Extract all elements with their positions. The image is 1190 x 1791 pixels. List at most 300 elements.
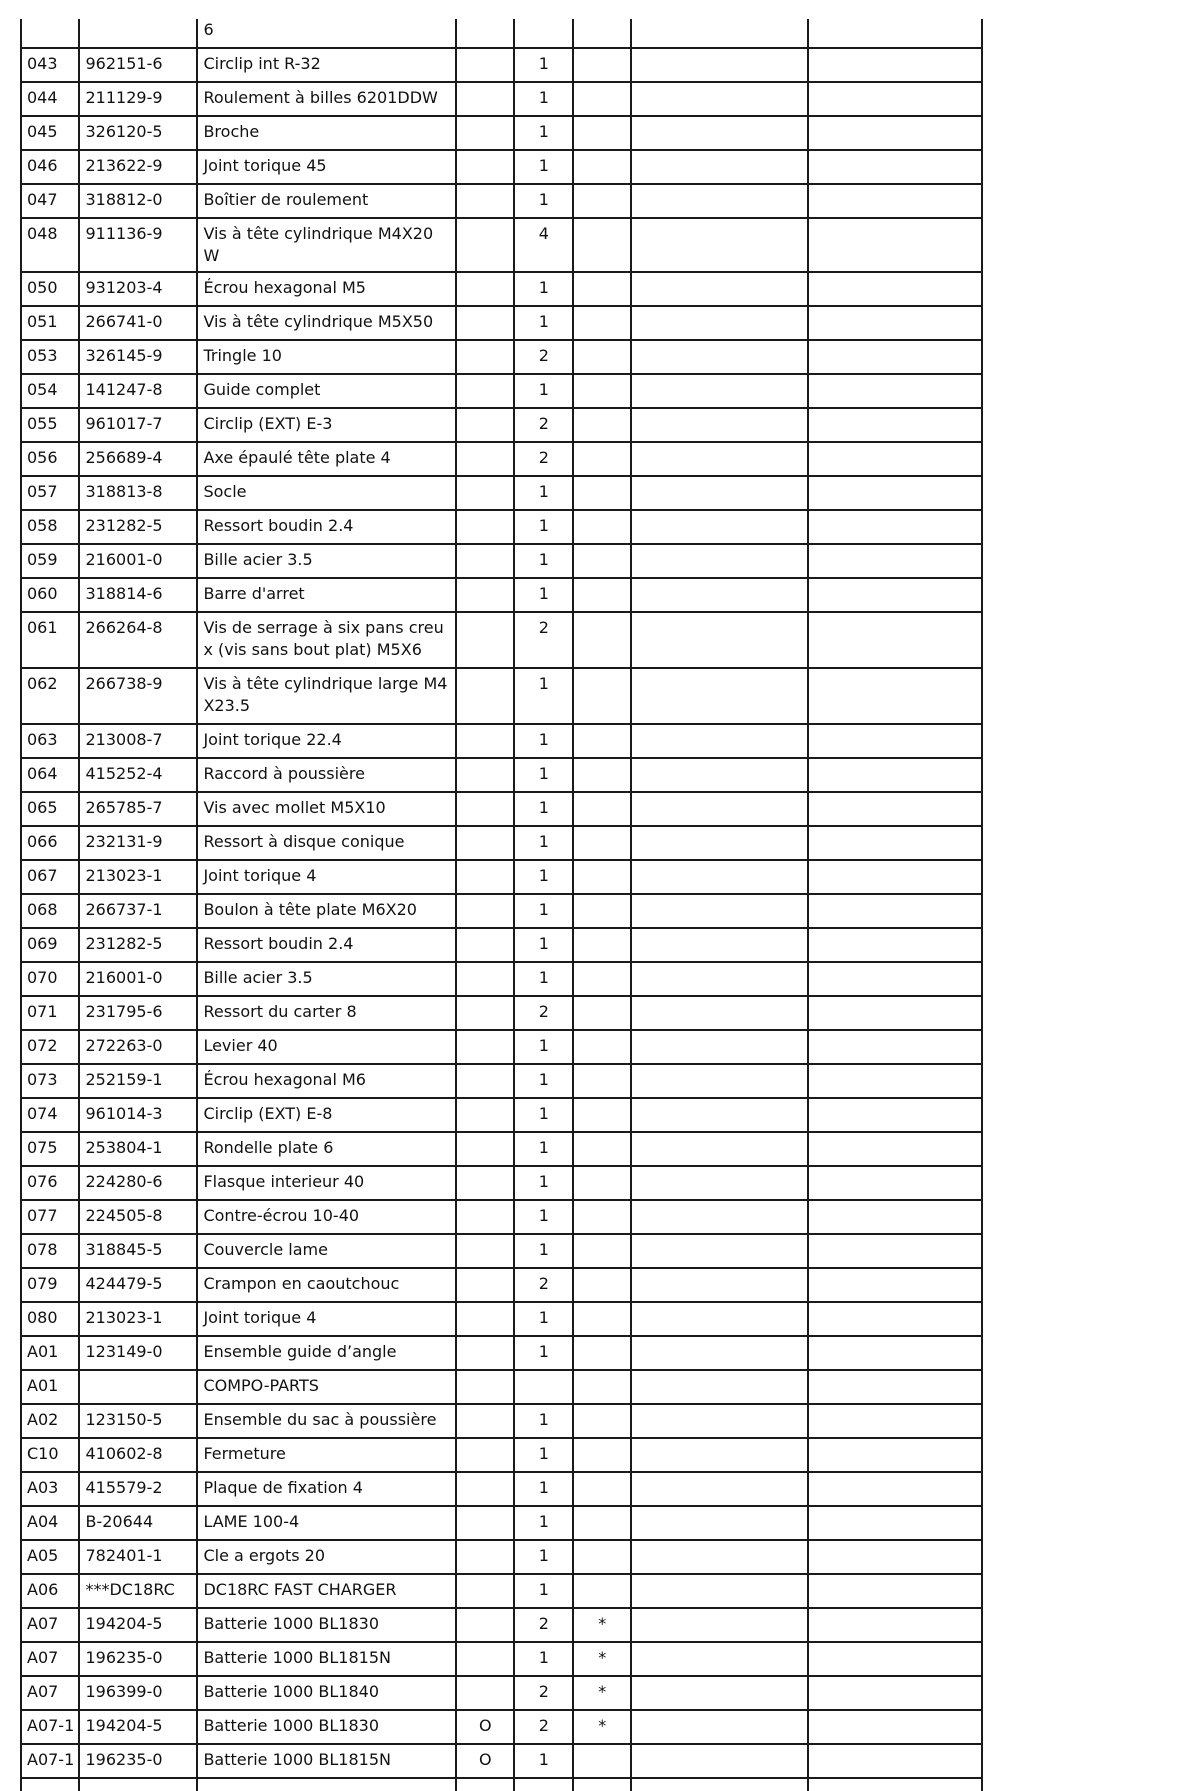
blank-cell [808, 1166, 982, 1200]
option-cell [456, 724, 514, 758]
table-row [21, 442, 982, 476]
item-number-cell: 069 [21, 928, 79, 962]
item-number-cell: A03 [21, 1472, 79, 1506]
blank-cell [808, 82, 982, 116]
item-number-cell: 078 [21, 1234, 79, 1268]
part-number-cell: ***DC18RC [79, 1574, 197, 1608]
blank-cell [631, 578, 807, 612]
option-cell [456, 1608, 514, 1642]
part-number-cell: 252159-1 [79, 1064, 197, 1098]
note-mark-cell: * [573, 1710, 631, 1744]
table-row [21, 894, 982, 928]
quantity-cell: 1 [514, 1574, 572, 1608]
table-row [21, 1778, 982, 1791]
item-number-cell: 053 [21, 340, 79, 374]
table-row [21, 758, 982, 792]
item-number-cell: 060 [21, 578, 79, 612]
quantity-cell: 1 [514, 1166, 572, 1200]
quantity-cell: 2 [514, 442, 572, 476]
note-mark-cell [573, 1268, 631, 1302]
quantity-cell: 1 [514, 1200, 572, 1234]
table-row [21, 544, 982, 578]
blank-cell [631, 1540, 807, 1574]
blank-cell [631, 1336, 807, 1370]
item-number-cell: C10 [21, 1438, 79, 1472]
item-number-cell: A01 [21, 1370, 79, 1404]
item-number-cell: 050 [21, 272, 79, 306]
blank-cell [631, 962, 807, 996]
parts-list-page [20, 19, 983, 1791]
item-number-cell: A07-1 [21, 1744, 79, 1778]
blank-cell [631, 1438, 807, 1472]
blank-cell [631, 792, 807, 826]
item-number-cell: 079 [21, 1268, 79, 1302]
table-row [21, 578, 982, 612]
description-cell: Circlip int R-32 [197, 48, 455, 82]
description-cell: Batterie 1000 BL1815N [197, 1642, 455, 1676]
table-row [21, 1132, 982, 1166]
description-cell: Bille acier 3.5 [197, 544, 455, 578]
note-mark-cell [573, 48, 631, 82]
item-number-cell: 059 [21, 544, 79, 578]
option-cell [456, 510, 514, 544]
blank-cell [808, 184, 982, 218]
table-row [21, 996, 982, 1030]
table-row [21, 1404, 982, 1438]
table-row [21, 1642, 982, 1676]
note-mark-cell: * [573, 1642, 631, 1676]
description-cell: Ensemble guide d’angle [197, 1336, 455, 1370]
blank-cell [808, 792, 982, 826]
option-cell [456, 19, 514, 48]
option-cell [456, 1166, 514, 1200]
option-cell [456, 1268, 514, 1302]
note-mark-cell [573, 1064, 631, 1098]
part-number-cell: 253804-1 [79, 1132, 197, 1166]
description-cell: Vis de serrage à six pans creux (vis sans bout plat) M5X6 [197, 612, 455, 668]
blank-cell [808, 724, 982, 758]
blank-cell [808, 826, 982, 860]
description-cell: Batterie 1000 BL1830 [197, 1608, 455, 1642]
blank-cell [808, 1302, 982, 1336]
note-mark-cell [573, 272, 631, 306]
part-number-cell: 196235-0 [79, 1642, 197, 1676]
blank-cell [631, 442, 807, 476]
table-row [21, 510, 982, 544]
part-number-cell: 931203-4 [79, 272, 197, 306]
option-cell [456, 1438, 514, 1472]
blank-cell [631, 1098, 807, 1132]
note-mark-cell [573, 894, 631, 928]
blank-cell [631, 374, 807, 408]
table-row [21, 272, 982, 306]
item-number-cell: 047 [21, 184, 79, 218]
note-mark-cell [573, 340, 631, 374]
description-cell: Flasque interieur 40 [197, 1166, 455, 1200]
blank-cell [631, 668, 807, 724]
note-mark-cell [573, 476, 631, 510]
description-cell: Broche [197, 116, 455, 150]
item-number-cell: 064 [21, 758, 79, 792]
quantity-cell: 1 [514, 1064, 572, 1098]
item-number-cell: 080 [21, 1302, 79, 1336]
note-mark-cell [573, 758, 631, 792]
quantity-cell: 2 [514, 1608, 572, 1642]
option-cell [456, 668, 514, 724]
table-row [21, 476, 982, 510]
item-number-cell: 067 [21, 860, 79, 894]
blank-cell [808, 150, 982, 184]
quantity-cell: 1 [514, 116, 572, 150]
blank-cell [631, 1064, 807, 1098]
description-cell: Ensemble du sac à poussière [197, 1404, 455, 1438]
blank-cell [808, 1472, 982, 1506]
parts-table-body [21, 19, 982, 1791]
option-cell [456, 408, 514, 442]
blank-cell [808, 612, 982, 668]
description-cell: Joint torique 4 [197, 1302, 455, 1336]
option-cell [456, 1642, 514, 1676]
table-row [21, 374, 982, 408]
blank-cell [631, 894, 807, 928]
item-number-cell: A01 [21, 1336, 79, 1370]
quantity-cell: 1 [514, 544, 572, 578]
blank-cell [808, 1132, 982, 1166]
quantity-cell: 2 [514, 612, 572, 668]
part-number-cell: 211129-9 [79, 82, 197, 116]
part-number-cell: 231282-5 [79, 510, 197, 544]
description-cell: Guide complet [197, 374, 455, 408]
blank-cell [631, 1268, 807, 1302]
parts-table [20, 19, 983, 1791]
quantity-cell: 1 [514, 150, 572, 184]
item-number-cell: 068 [21, 894, 79, 928]
option-cell [456, 272, 514, 306]
item-number-cell: 075 [21, 1132, 79, 1166]
blank-cell [631, 996, 807, 1030]
table-row [21, 19, 982, 48]
table-row [21, 82, 982, 116]
quantity-cell: 1 [514, 1642, 572, 1676]
part-number-cell: 213008-7 [79, 724, 197, 758]
item-number-cell: A07-1 [21, 1710, 79, 1744]
item-number-cell: A07 [21, 1608, 79, 1642]
item-number-cell: 056 [21, 442, 79, 476]
blank-cell [631, 724, 807, 758]
blank-cell [808, 860, 982, 894]
description-cell: COMPO-PARTS [197, 1370, 455, 1404]
item-number-cell: A07 [21, 1676, 79, 1710]
note-mark-cell [573, 306, 631, 340]
table-row [21, 1710, 982, 1744]
note-mark-cell [573, 184, 631, 218]
note-mark-cell [573, 1370, 631, 1404]
note-mark-cell [573, 1506, 631, 1540]
description-cell: LAME 100-4 [197, 1506, 455, 1540]
item-number-cell: 077 [21, 1200, 79, 1234]
quantity-cell: 2 [514, 996, 572, 1030]
description-cell: Couvercle lame [197, 1234, 455, 1268]
option-cell [456, 1064, 514, 1098]
table-row [21, 1438, 982, 1472]
table-row [21, 1506, 982, 1540]
blank-cell [808, 272, 982, 306]
part-number-cell [79, 1370, 197, 1404]
description-cell: Ressort boudin 2.4 [197, 510, 455, 544]
option-cell [456, 1472, 514, 1506]
quantity-cell: 2 [514, 408, 572, 442]
note-mark-cell: * [573, 1608, 631, 1642]
blank-cell [631, 476, 807, 510]
blank-cell [631, 860, 807, 894]
option-cell [456, 476, 514, 510]
option-cell [456, 826, 514, 860]
description-cell: Tringle 10 [197, 340, 455, 374]
table-row [21, 668, 982, 724]
description-cell: Vis à tête cylindrique M4X20 W [197, 218, 455, 272]
item-number-cell [21, 1778, 79, 1791]
blank-cell [631, 218, 807, 272]
blank-cell [631, 340, 807, 374]
part-number-cell: 224505-8 [79, 1200, 197, 1234]
part-number-cell: B-20644 [79, 1506, 197, 1540]
description-cell: Boîtier de roulement [197, 184, 455, 218]
table-row [21, 962, 982, 996]
item-number-cell: 065 [21, 792, 79, 826]
table-row [21, 1676, 982, 1710]
blank-cell [808, 928, 982, 962]
blank-cell [808, 894, 982, 928]
blank-cell [631, 116, 807, 150]
option-cell [456, 1540, 514, 1574]
blank-cell [631, 612, 807, 668]
description-cell: Vis à tête cylindrique large M4X23.5 [197, 668, 455, 724]
option-cell [456, 996, 514, 1030]
item-number-cell: 063 [21, 724, 79, 758]
description-cell: Batterie 1000 BL1830 [197, 1710, 455, 1744]
description-cell: Cle a ergots 20 [197, 1540, 455, 1574]
note-mark-cell [573, 1302, 631, 1336]
quantity-cell: 1 [514, 272, 572, 306]
table-row [21, 408, 982, 442]
quantity-cell: 1 [514, 894, 572, 928]
blank-cell [631, 1506, 807, 1540]
table-row [21, 860, 982, 894]
blank-cell [808, 1744, 982, 1778]
note-mark-cell [573, 612, 631, 668]
note-mark-cell [573, 374, 631, 408]
option-cell [456, 1404, 514, 1438]
option-cell [456, 860, 514, 894]
option-cell [456, 340, 514, 374]
description-cell: Joint torique 45 [197, 150, 455, 184]
description-cell: Plaque de fixation 4 [197, 1472, 455, 1506]
description-cell: Levier 40 [197, 1030, 455, 1064]
blank-cell [808, 1030, 982, 1064]
description-cell [197, 1778, 455, 1791]
item-number-cell: A02 [21, 1404, 79, 1438]
blank-cell [631, 1132, 807, 1166]
blank-cell [808, 306, 982, 340]
table-row [21, 1064, 982, 1098]
table-row [21, 1200, 982, 1234]
blank-cell [808, 442, 982, 476]
blank-cell [808, 1642, 982, 1676]
blank-cell [631, 82, 807, 116]
table-row [21, 1608, 982, 1642]
quantity-cell: 1 [514, 1540, 572, 1574]
blank-cell [808, 48, 982, 82]
description-cell: Circlip (EXT) E-8 [197, 1098, 455, 1132]
option-cell [456, 1302, 514, 1336]
quantity-cell: 1 [514, 928, 572, 962]
note-mark-cell [573, 1132, 631, 1166]
part-number-cell: 318813-8 [79, 476, 197, 510]
description-cell: Bille acier 3.5 [197, 962, 455, 996]
option-cell [456, 1132, 514, 1166]
table-row [21, 1098, 982, 1132]
quantity-cell [514, 19, 572, 48]
item-number-cell: 057 [21, 476, 79, 510]
item-number-cell: 045 [21, 116, 79, 150]
table-row [21, 1370, 982, 1404]
part-number-cell: 961014-3 [79, 1098, 197, 1132]
option-cell [456, 1336, 514, 1370]
table-row [21, 1302, 982, 1336]
table-row [21, 1268, 982, 1302]
option-cell [456, 116, 514, 150]
note-mark-cell [573, 724, 631, 758]
part-number-cell: 326145-9 [79, 340, 197, 374]
quantity-cell: 1 [514, 306, 572, 340]
description-cell: Batterie 1000 BL1840 [197, 1676, 455, 1710]
quantity-cell: 2 [514, 1710, 572, 1744]
blank-cell [631, 1404, 807, 1438]
description-cell: Joint torique 4 [197, 860, 455, 894]
blank-cell [631, 826, 807, 860]
blank-cell [631, 1302, 807, 1336]
quantity-cell: 1 [514, 1472, 572, 1506]
description-cell: Barre d'arret [197, 578, 455, 612]
table-row [21, 1234, 982, 1268]
item-number-cell: A07 [21, 1642, 79, 1676]
note-mark-cell [573, 82, 631, 116]
option-cell [456, 1778, 514, 1791]
part-number-cell: 424479-5 [79, 1268, 197, 1302]
option-cell [456, 1234, 514, 1268]
table-row [21, 306, 982, 340]
note-mark-cell [573, 544, 631, 578]
quantity-cell: 1 [514, 1132, 572, 1166]
blank-cell [808, 218, 982, 272]
note-mark-cell [573, 1744, 631, 1778]
note-mark-cell [573, 826, 631, 860]
blank-cell [808, 374, 982, 408]
note-mark-cell: * [573, 1676, 631, 1710]
quantity-cell: 1 [514, 1438, 572, 1472]
part-number-cell: 141247-8 [79, 374, 197, 408]
item-number-cell: 072 [21, 1030, 79, 1064]
blank-cell [631, 306, 807, 340]
note-mark-cell [573, 996, 631, 1030]
blank-cell [808, 510, 982, 544]
item-number-cell: 074 [21, 1098, 79, 1132]
blank-cell [631, 1744, 807, 1778]
note-mark-cell [573, 1472, 631, 1506]
note-mark-cell [573, 1098, 631, 1132]
note-mark-cell [573, 1574, 631, 1608]
option-cell [456, 48, 514, 82]
description-cell: Axe épaulé tête plate 4 [197, 442, 455, 476]
part-number-cell [79, 1778, 197, 1791]
blank-cell [808, 1200, 982, 1234]
part-number-cell: 962151-6 [79, 48, 197, 82]
part-number-cell: 123149-0 [79, 1336, 197, 1370]
blank-cell [631, 1370, 807, 1404]
table-row [21, 1166, 982, 1200]
note-mark-cell [573, 510, 631, 544]
quantity-cell: 1 [514, 184, 572, 218]
table-row [21, 928, 982, 962]
quantity-cell: 1 [514, 1098, 572, 1132]
note-mark-cell [573, 1166, 631, 1200]
part-number-cell: 318814-6 [79, 578, 197, 612]
part-number-cell: 123150-5 [79, 1404, 197, 1438]
blank-cell [808, 1336, 982, 1370]
blank-cell [808, 1098, 982, 1132]
blank-cell [808, 758, 982, 792]
item-number-cell: 066 [21, 826, 79, 860]
note-mark-cell [573, 962, 631, 996]
quantity-cell: 1 [514, 860, 572, 894]
quantity-cell: 4 [514, 218, 572, 272]
quantity-cell: 1 [514, 48, 572, 82]
quantity-cell: 1 [514, 476, 572, 510]
blank-cell [808, 1234, 982, 1268]
quantity-cell [514, 1778, 572, 1791]
quantity-cell: 1 [514, 82, 572, 116]
option-cell [456, 1098, 514, 1132]
option-cell [456, 306, 514, 340]
item-number-cell: 071 [21, 996, 79, 1030]
description-cell: DC18RC FAST CHARGER [197, 1574, 455, 1608]
note-mark-cell [573, 1200, 631, 1234]
option-cell [456, 758, 514, 792]
option-cell [456, 894, 514, 928]
part-number-cell: 961017-7 [79, 408, 197, 442]
item-number-cell: 046 [21, 150, 79, 184]
part-number-cell: 213023-1 [79, 860, 197, 894]
description-cell: Batterie 1000 BL1815N [197, 1744, 455, 1778]
quantity-cell [514, 1370, 572, 1404]
part-number-cell: 213622-9 [79, 150, 197, 184]
option-cell [456, 544, 514, 578]
note-mark-cell [573, 928, 631, 962]
blank-cell [631, 1710, 807, 1744]
part-number-cell: 318845-5 [79, 1234, 197, 1268]
quantity-cell: 1 [514, 758, 572, 792]
description-cell: Circlip (EXT) E-3 [197, 408, 455, 442]
blank-cell [631, 1200, 807, 1234]
item-number-cell: 062 [21, 668, 79, 724]
quantity-cell: 1 [514, 1506, 572, 1540]
part-number-cell: 224280-6 [79, 1166, 197, 1200]
part-number-cell: 272263-0 [79, 1030, 197, 1064]
part-number-cell: 266738-9 [79, 668, 197, 724]
part-number-cell: 256689-4 [79, 442, 197, 476]
option-cell [456, 1574, 514, 1608]
note-mark-cell [573, 150, 631, 184]
